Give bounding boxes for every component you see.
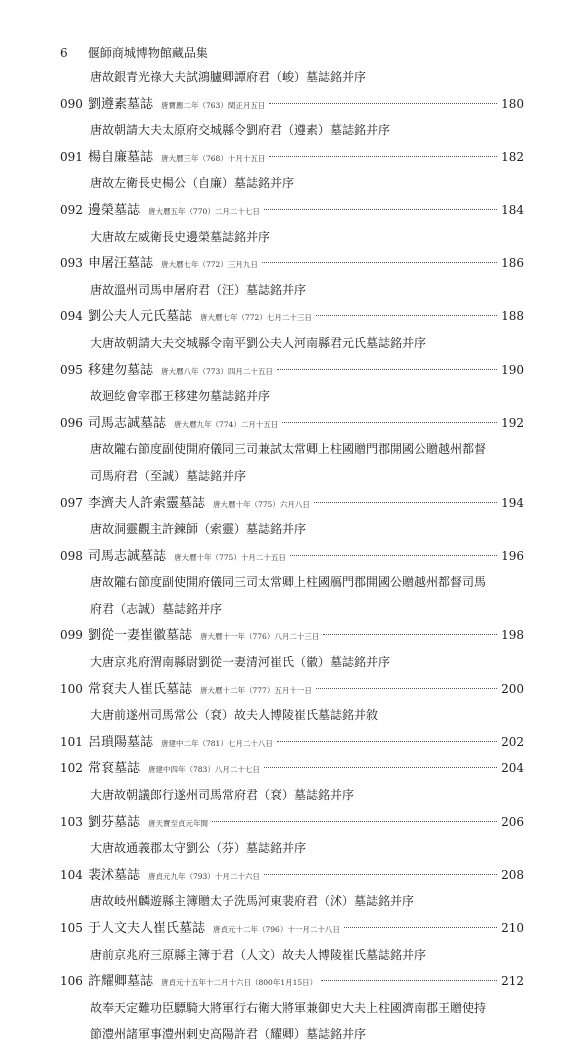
running-header <box>60 44 208 61</box>
entry-page-number: 208 <box>501 867 524 882</box>
entry-date: 唐建中二年（781）七月二十八日 <box>161 738 273 748</box>
entry-date: 唐大曆九年（774）二月十五日 <box>174 419 279 429</box>
toc-entry <box>60 303 524 330</box>
dot-leader <box>282 422 497 423</box>
entry-title: 裴沭墓誌 <box>88 867 141 883</box>
entry-date: 唐建中四年（783）八月二十七日 <box>148 765 260 775</box>
entry-page-number: 182 <box>501 149 524 164</box>
entry-title: 呂瑣陽墓誌 <box>88 734 154 750</box>
page-number: 6 <box>60 46 68 60</box>
entry-title: 李濟夫人許索靈墓誌 <box>88 495 206 511</box>
entry-title: 司馬志誠墓誌 <box>88 548 167 564</box>
toc-entry <box>60 622 524 649</box>
dot-leader <box>269 156 497 157</box>
entry-date: 唐大曆十一年（776）八月二十三日 <box>200 632 320 642</box>
entry-number: 101 <box>60 734 83 749</box>
entry-page-number: 186 <box>501 256 524 271</box>
toc-entry <box>60 197 524 224</box>
dot-leader <box>344 927 497 928</box>
entry-full-title: 唐故隴右節度副使開府儀同三司兼試太常卿上柱國贈門郡開國公贈越州都督 <box>90 442 487 457</box>
entry-number: 105 <box>60 921 83 935</box>
entry-page-number: 204 <box>501 761 524 776</box>
entry-page-number: 184 <box>501 202 524 217</box>
entry-full-title: 唐故銀青光祿大夫試鴻臚卿譚府君（峻）墓誌銘并序 <box>90 70 367 84</box>
dot-leader <box>321 980 497 981</box>
entry-date: 唐大曆三年（768）十月十五日 <box>161 153 266 163</box>
toc-entry <box>60 250 524 277</box>
dot-leader <box>323 634 497 635</box>
toc-entry <box>60 490 524 517</box>
entry-date: 唐大曆十年（775）十月二十五日 <box>174 552 286 562</box>
dot-leader <box>212 821 497 822</box>
toc-entry <box>60 968 524 995</box>
entry-title: 劉公夫人元氏墓誌 <box>88 309 193 325</box>
toc-entry <box>60 862 524 889</box>
dot-leader <box>277 369 497 370</box>
entry-date: 唐貞元十二年（796）十一月二十八日 <box>213 925 340 934</box>
entry-date: 唐貞元九年（793）十月二十六日 <box>148 871 260 881</box>
entry-full-title: 大唐京兆府渭南縣尉劉從一妻清河崔氏（徽）墓誌銘并序 <box>90 655 391 670</box>
entry-full-title: 府君（志誠）墓誌銘并序 <box>90 601 223 616</box>
entry-full-title: 大唐故朝議郎行遂州司馬常府君（袞）墓誌銘并序 <box>90 788 355 803</box>
entry-full-title: 唐故岐州麟遊縣主簿贈太子洗馬河東裴府君（沭）墓誌銘并序 <box>90 894 415 909</box>
entry-page-number: 194 <box>501 495 524 510</box>
entry-number: 097 <box>60 495 83 510</box>
entry-number: 106 <box>60 974 83 989</box>
entry-full-title: 故奉天定難功臣驃騎大將軍行右衛大將軍兼御史大夫上柱國濟南郡王贈使持 <box>90 1000 487 1015</box>
dot-leader <box>314 502 497 503</box>
entry-number: 100 <box>60 681 83 696</box>
toc-entry <box>60 809 524 836</box>
entry-number: 093 <box>60 256 83 271</box>
entry-number: 092 <box>60 202 83 217</box>
entry-full-title: 節澧州諸軍事澧州剌史高陽許君（耀卿）墓誌銘并序 <box>90 1027 367 1042</box>
entry-number: 104 <box>60 867 83 882</box>
entry-page-number: 190 <box>501 362 524 377</box>
toc-entry <box>60 915 524 942</box>
dot-leader <box>264 874 497 875</box>
entry-full-title: 唐故左衛長史楊公（自廉）墓誌銘并序 <box>90 176 295 191</box>
entry-full-title: 大唐故左威衛長史邊榮墓誌銘并序 <box>90 229 271 244</box>
entry-number: 099 <box>60 628 83 643</box>
entry-date: 唐大曆七年（772）三月九日 <box>161 260 258 270</box>
entry-title: 申屠汪墓誌 <box>88 256 154 272</box>
toc-entry <box>60 729 524 756</box>
entry-title: 移建勿墓誌 <box>88 362 154 378</box>
entry-title: 劉從一妻崔徽墓誌 <box>88 628 193 644</box>
entry-page-number: 188 <box>501 309 524 324</box>
entry-number: 103 <box>60 814 83 829</box>
entry-full-title: 大唐前遂州司馬常公（袞）故夫人博陵崔氏墓誌銘并敘 <box>90 708 379 723</box>
dot-leader <box>316 688 497 689</box>
table-of-contents <box>60 64 524 1048</box>
entry-page-number: 192 <box>501 415 524 430</box>
entry-date: 唐天寶至貞元年間 <box>148 818 209 828</box>
entry-title: 司馬志誠墓誌 <box>88 415 167 431</box>
book-title: 偃師商城博物館藏品集 <box>87 46 208 60</box>
toc-entry <box>60 144 524 171</box>
entry-page-number: 206 <box>501 814 524 829</box>
entry-full-title: 唐故朝請大夫太原府交城縣令劉府君（遵素）墓誌銘并序 <box>90 123 391 138</box>
entry-full-title: 大唐故通義郡太守劉公（芬）墓誌銘并序 <box>90 841 307 856</box>
entry-title: 常袞夫人崔氏墓誌 <box>88 681 193 697</box>
entry-page-number: 202 <box>501 734 524 749</box>
dot-leader <box>262 262 497 263</box>
entry-full-title: 唐故溫州司馬申屠府君（汪）墓誌銘并序 <box>90 282 307 297</box>
entry-page-number: 212 <box>501 974 524 989</box>
dot-leader <box>264 767 497 768</box>
entry-title: 邊榮墓誌 <box>88 202 141 218</box>
entry-date: 唐大曆七年（772）七月二十三日 <box>200 313 312 323</box>
dot-leader <box>277 741 497 742</box>
entry-page-number: 180 <box>501 96 524 111</box>
entry-date: 唐大曆十二年（777）五月十一日 <box>200 685 312 695</box>
entry-full-title: 唐故隴右節度副使開府儀同三司太常卿上柱國鴈門郡開國公贈越州都督司馬 <box>90 575 487 590</box>
entry-date: 唐大曆五年（770）二月二十七日 <box>148 206 260 216</box>
entry-title: 楊自廉墓誌 <box>88 149 154 165</box>
entry-page-number: 196 <box>501 548 524 563</box>
entry-number: 098 <box>60 548 83 563</box>
entry-number: 091 <box>60 149 83 164</box>
toc-entry <box>60 357 524 384</box>
entry-full-title: 唐前京兆府三原縣主簿于君（人文）故夫人博陵崔氏墓誌銘并序 <box>90 947 427 962</box>
toc-entry <box>60 91 524 118</box>
dot-leader <box>269 103 497 104</box>
entry-full-title: 故迴紇會宰郡王移建勿墓誌銘并序 <box>90 389 271 404</box>
entry-number: 090 <box>60 96 83 111</box>
entry-page-number: 200 <box>501 681 524 696</box>
entry-date: 唐大曆十年（775）六月八日 <box>213 499 310 509</box>
entry-full-title: 司馬府君（至誠）墓誌銘并序 <box>90 468 247 483</box>
dot-leader <box>316 315 497 316</box>
entry-title: 劉芬墓誌 <box>88 814 141 830</box>
dot-leader <box>264 209 497 210</box>
entry-title: 劉遵素墓誌 <box>88 96 154 112</box>
toc-entry <box>60 676 524 703</box>
entry-title: 于人文夫人崔氏墓誌 <box>88 921 206 936</box>
dot-leader <box>290 555 497 556</box>
entry-page-number: 198 <box>501 628 524 643</box>
entry-full-title: 大唐故朝請大夫交城縣令南平劉公夫人河南縣君元氏墓誌銘并序 <box>90 335 427 350</box>
entry-page-number: 210 <box>501 921 524 935</box>
entry-title: 許耀卿墓誌 <box>88 974 154 990</box>
toc-entry <box>60 755 524 782</box>
entry-number: 094 <box>60 309 83 324</box>
entry-date: 唐寶應二年（763）閏正月五日 <box>161 100 266 110</box>
entry-number: 095 <box>60 362 83 377</box>
toc-entry <box>60 410 524 437</box>
entry-title: 常袞墓誌 <box>88 761 141 777</box>
toc-entry <box>60 543 524 570</box>
entry-number: 096 <box>60 415 83 430</box>
entry-date: 唐大曆八年（773）四月二十五日 <box>161 366 273 376</box>
entry-date: 唐貞元十五年十二月十六日（800年1月15日） <box>161 978 318 988</box>
entry-full-title: 唐故洞靈觀主許鍊師（索靈）墓誌銘并序 <box>90 522 307 537</box>
entry-number: 102 <box>60 761 83 776</box>
